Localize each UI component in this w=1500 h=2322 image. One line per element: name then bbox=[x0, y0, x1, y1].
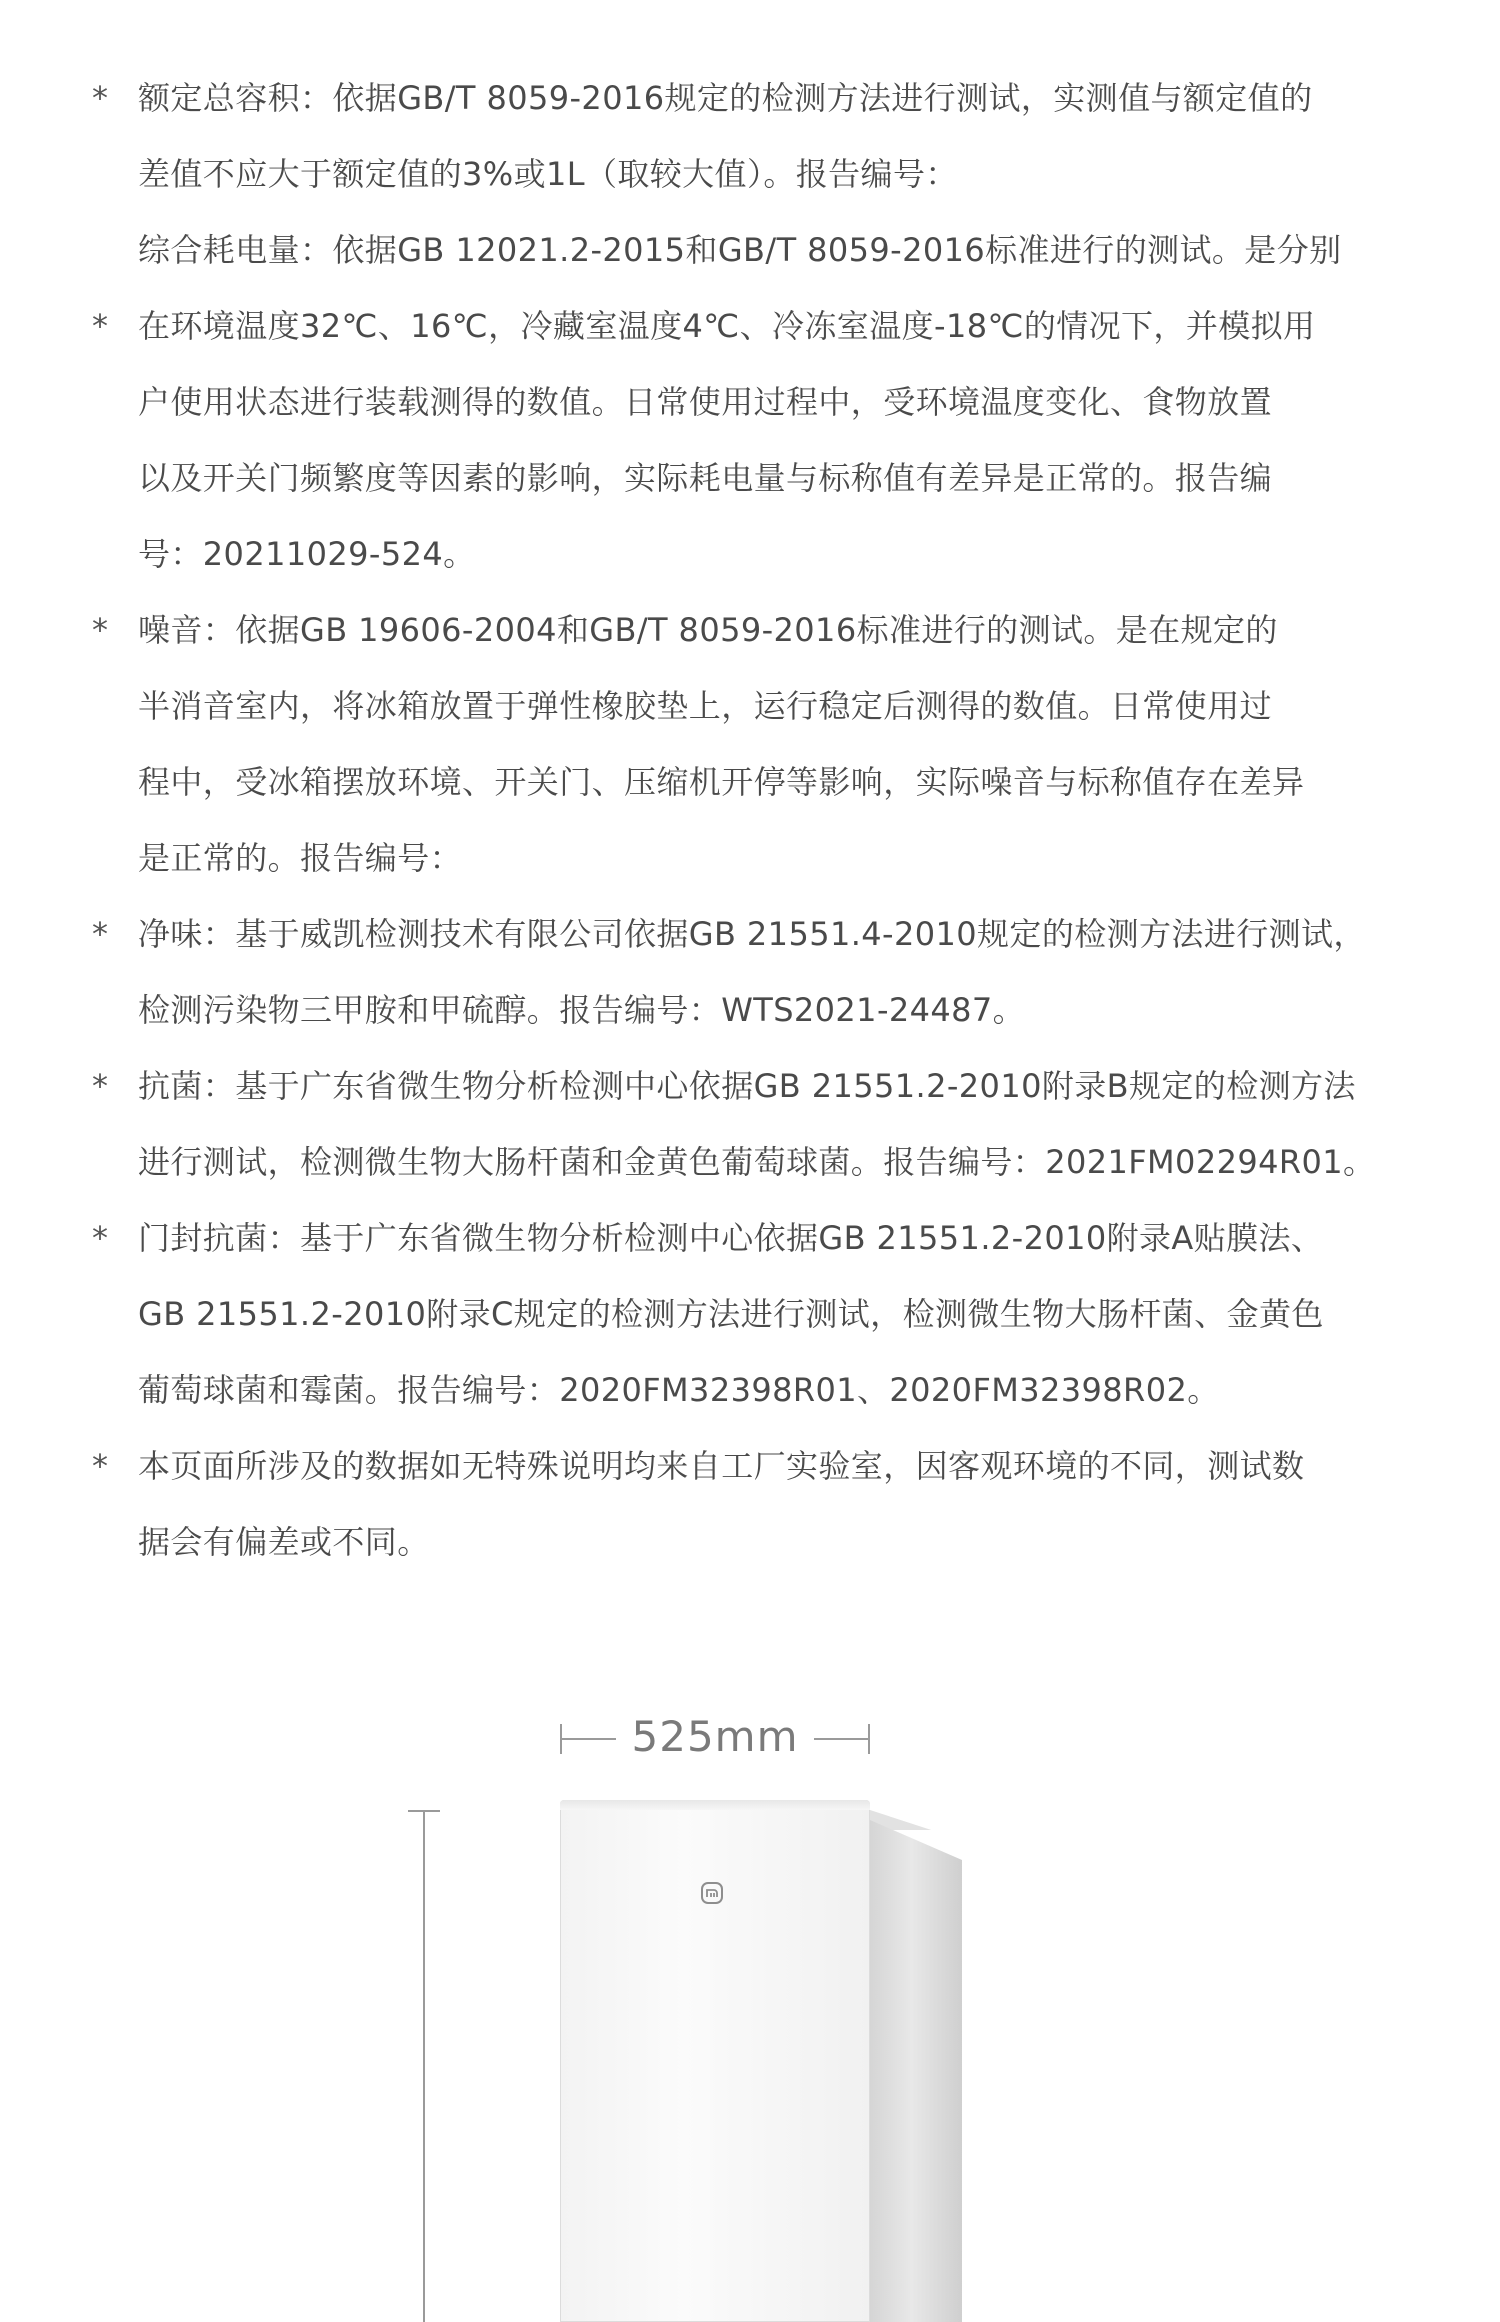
height-dimension-line bbox=[423, 1810, 425, 2322]
footnote-text-line: 抗菌：基于广东省微生物分析检测中心依据GB 21551.2-2010附录B规定的检测方法 bbox=[138, 1067, 1356, 1105]
footnote-text-line: 程中，受冰箱摆放环境、开关门、压缩机开停等影响，实际噪音与标称值存在差异 bbox=[138, 763, 1305, 801]
footnote-item bbox=[92, 1200, 1382, 1428]
footnote-text-line: 进行测试，检测微生物大肠杆菌和金黄色葡萄球菌。报告编号：2021FM02294R01。 bbox=[138, 1143, 1376, 1181]
footnote-text-line: 半消音室内，将冰箱放置于弹性橡胶垫上，运行稳定后测得的数值。日常使用过 bbox=[138, 687, 1273, 725]
footnote-text-line: 葡萄球菌和霉菌。报告编号：2020FM32398R01、2020FM32398R02。 bbox=[138, 1371, 1220, 1409]
footnote-asterisk: * bbox=[92, 1447, 109, 1485]
width-dimension-line-right bbox=[814, 1738, 870, 1740]
width-dimension-line-left bbox=[560, 1738, 616, 1740]
footnote-item bbox=[92, 60, 1382, 288]
width-dimension-label: 525mm bbox=[631, 1712, 799, 1761]
width-dimension bbox=[560, 1700, 870, 1760]
footnote-text-line: 号：20211029-524。 bbox=[138, 535, 476, 573]
refrigerator-side-panel bbox=[870, 1820, 962, 2322]
footnote-asterisk: * bbox=[92, 79, 109, 117]
footnote-item bbox=[92, 1428, 1382, 1580]
footnote-text-line: 门封抗菌：基于广东省微生物分析检测中心依据GB 21551.2-2010附录A贴膜法、 bbox=[138, 1219, 1324, 1257]
footnote-asterisk: * bbox=[92, 915, 109, 953]
footnote-text-line: GB 21551.2-2010附录C规定的检测方法进行测试，检测微生物大肠杆菌、金黄色 bbox=[138, 1295, 1324, 1333]
footnote-text-line: 差值不应大于额定值的3%或1L（取较大值）。报告编号： bbox=[138, 155, 958, 193]
footnote-item bbox=[92, 288, 1382, 592]
product-dimension-figure bbox=[0, 1700, 1500, 2322]
footnote-text-line: 在环境温度32℃、16℃，冷藏室温度4℃、冷冻室温度-18℃的情况下，并模拟用 bbox=[138, 307, 1316, 345]
footnote-text-line: 以及开关门频繁度等因素的影响，实际耗电量与标称值有差异是正常的。报告编 bbox=[138, 459, 1273, 497]
refrigerator-door-top-edge bbox=[560, 1800, 870, 1810]
footnote-item bbox=[92, 896, 1382, 1048]
refrigerator-image bbox=[560, 1800, 870, 2322]
footnote-item bbox=[92, 1048, 1382, 1200]
footnote-asterisk: * bbox=[92, 1219, 109, 1257]
footnote-text-line: 检测污染物三甲胺和甲硫醇。报告编号：WTS2021-24487。 bbox=[138, 991, 1026, 1029]
footnote-text-line: 本页面所涉及的数据如无特殊说明均来自工厂实验室，因客观环境的不同，测试数 bbox=[138, 1447, 1305, 1485]
footnote-text-line: 是正常的。报告编号： bbox=[138, 839, 463, 877]
footnote-text-line: 据会有偏差或不同。 bbox=[138, 1523, 430, 1561]
footnote-text-line: 噪音：依据GB 19606-2004和GB/T 8059-2016标准进行的测试。是在规定的 bbox=[138, 611, 1278, 649]
footnotes-list bbox=[92, 60, 1382, 1580]
refrigerator-door bbox=[560, 1800, 870, 2322]
footnote-text-line: 净味：基于威凯检测技术有限公司依据GB 21551.4-2010规定的检测方法进行测试， bbox=[138, 915, 1366, 953]
footnote-text-line: 综合耗电量：依据GB 12021.2-2015和GB/T 8059-2016标准进行的测试。是分别 bbox=[138, 231, 1342, 269]
width-dimension-tick-right bbox=[868, 1724, 870, 1754]
mi-logo-icon bbox=[701, 1882, 723, 1904]
footnote-item bbox=[92, 592, 1382, 896]
footnote-asterisk: * bbox=[92, 1067, 109, 1105]
footnote-text-line: 额定总容积：依据GB/T 8059-2016规定的检测方法进行测试，实测值与额定值的 bbox=[138, 79, 1313, 117]
height-dimension bbox=[404, 1810, 444, 2322]
footnote-text-line: 户使用状态进行装载测得的数值。日常使用过程中，受环境温度变化、食物放置 bbox=[138, 383, 1273, 421]
footnote-asterisk: * bbox=[92, 307, 109, 345]
mi-logo-glyph bbox=[703, 1884, 721, 1902]
footnote-asterisk: * bbox=[92, 611, 109, 649]
